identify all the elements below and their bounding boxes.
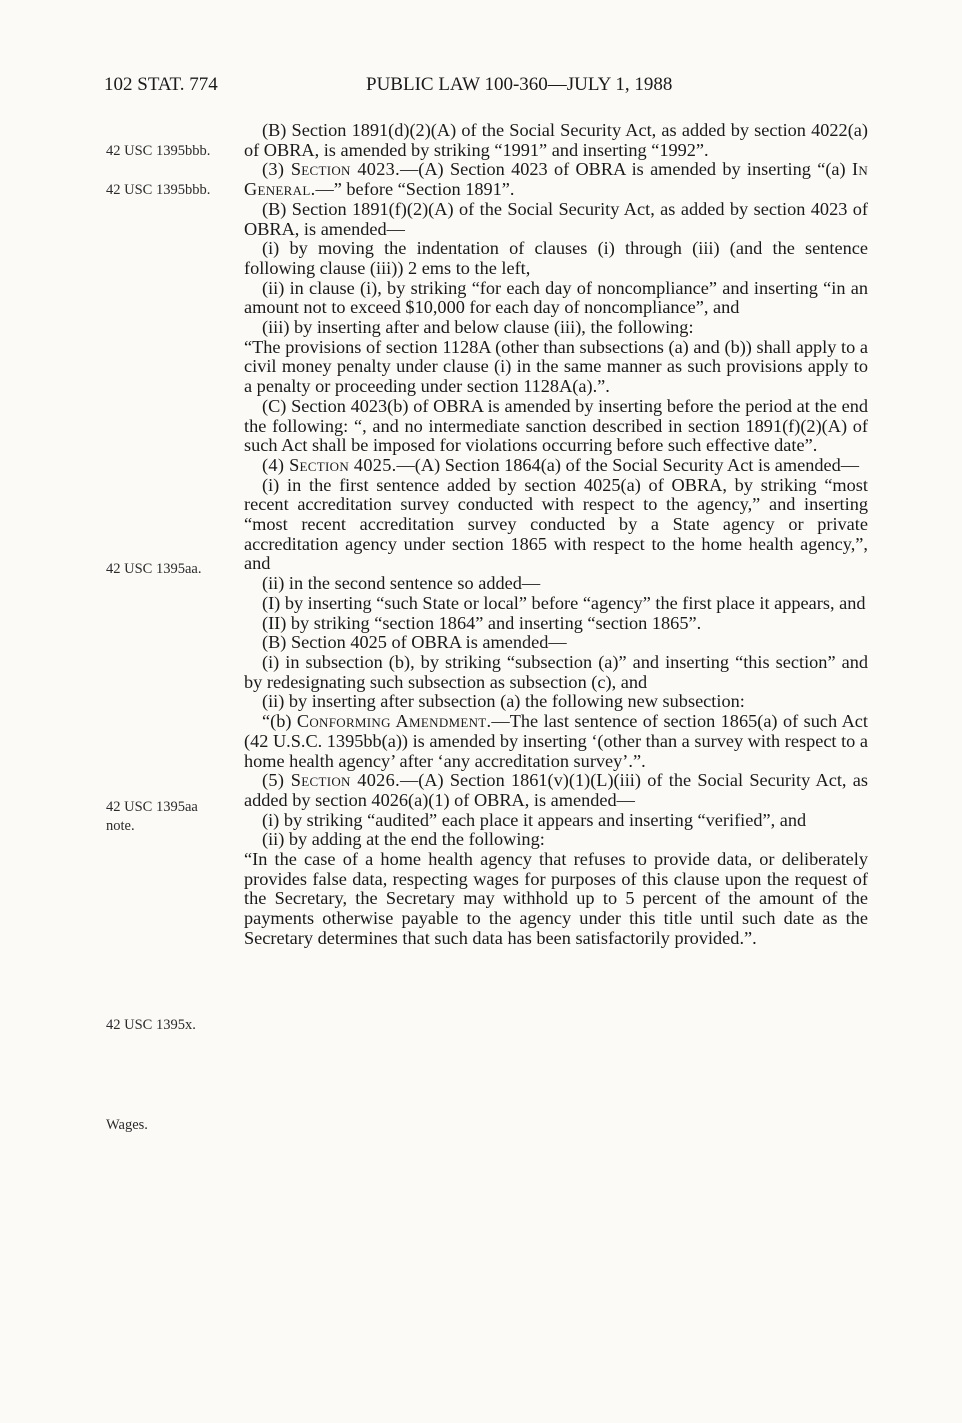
subsection-heading: In General. xyxy=(244,159,869,200)
stat-page-number: 102 STAT. 774 xyxy=(104,74,218,95)
clause: (ii) in the second sentence so added— xyxy=(262,573,541,594)
section-heading: (5) Section 4026. xyxy=(262,770,400,791)
clause: (ii) by adding at the end the following: xyxy=(262,829,545,850)
clause: (i) by striking “audited” each place it appears and inserting “verified”, and xyxy=(262,809,807,830)
paragraph: (3) Section 4023.—(A) Section 4023 of OBRA is amended by inserting “(a) In General.—” before “Section 1891”. xyxy=(244,159,869,200)
subsection-heading: Conforming Amendment. xyxy=(296,711,492,732)
page-header xyxy=(0,74,962,100)
clause: (iii) by inserting after and below clause (iii), the following: xyxy=(262,317,694,338)
clause: (i) in the first sentence added by section 4025(a) of OBRA, by striking “most recent accreditation survey conducted with respect to the agency,” and inserting “most recent accreditation survey conducted by a State agency or private accreditation agency under section 1865 with respect to the home health agency,”, and xyxy=(244,474,868,574)
paragraph: (4) Section 4025.—(A) Section 1864(a) of the Social Security Act is amended— xyxy=(262,454,860,475)
margin-note: 42 USC 1395bbb. xyxy=(106,182,211,198)
clause: (ii) in clause (i), by striking “for each day of noncompliance” and inserting “in an amount not to exceed $10,000 for each day of noncompliance”, and xyxy=(244,277,868,318)
margin-note: 42 USC 1395bbb. xyxy=(106,143,211,159)
quoted-text: “In the case of a home health agency that refuses to provide data, or deliberately provides false data, respecting wages for purposes of this clause upon the request of the Secretary, the Secretary may withhold up to 5 percent of the amount of the payments otherwise payable to the agency under this title until such date as the Secretary determines that such data has been satisfactorily provided.”. xyxy=(244,849,868,948)
statute-text xyxy=(244,121,868,949)
quoted-text: “The provisions of section 1128A (other than subsections (a) and (b)) shall apply to a civil money penalty under clause (i) in the same manner as such provisions apply to a penalty or proceeding under section 1128A(a).”. xyxy=(244,336,868,397)
section-heading: (4) Section 4025. xyxy=(262,454,397,475)
paragraph: (B) Section 1891(f)(2)(A) of the Social Security Act, as added by section 4023 of OBRA, is amended— xyxy=(244,198,868,239)
section-heading: (3) Section 4023. xyxy=(262,159,400,180)
margin-note: 42 USC 1395x. xyxy=(106,1017,196,1033)
clause: (i) in subsection (b), by striking “subsection (a)” and inserting “this section” and by redesignating such subsection as subsection (c), and xyxy=(244,651,868,692)
paragraph: (C) Section 4023(b) of OBRA is amended by inserting before the period at the end the following: “, and no intermediate sanction described in section 1891(f)(2)(A) of such Act shall be imposed for violations occurring before such effective date”. xyxy=(244,395,868,456)
subclause: (I) by inserting “such State or local” before “agency” the first place it appears, and xyxy=(262,592,866,613)
subclause: (II) by striking “section 1864” and inserting “section 1865”. xyxy=(262,612,702,633)
margin-note: 42 USC 1395aa. xyxy=(106,561,202,577)
public-law-title: PUBLIC LAW 100-360—JULY 1, 1988 xyxy=(366,74,673,95)
paragraph: (B) Section 1891(d)(2)(A) of the Social Security Act, as added by section 4022(a) of OBRA, is amended by striking “1991” and inserting “1992”. xyxy=(244,120,868,160)
margin-note: Wages. xyxy=(106,1117,148,1133)
paragraph: (5) Section 4026.—(A) Section 1861(v)(1)(L)(iii) of the Social Security Act, as added by section 4026(a)(1) of OBRA, is amended— xyxy=(244,770,868,810)
margin-note: 42 USC 1395aa note. xyxy=(106,799,198,834)
quoted-text: “(b) Conforming Amendment.—The last sentence of section 1865(a) of such Act (42 U.S.C. 1395bb(a)) is amended by inserting ‘(other than a survey with respect to a home health agency’ after ‘any accreditation survey’.”. xyxy=(244,711,868,771)
clause: (i) by moving the indentation of clauses (i) through (iii) (and the sentence following clause (iii)) 2 ems to the left, xyxy=(244,238,868,278)
paragraph: (B) Section 4025 of OBRA is amended— xyxy=(262,632,567,653)
clause: (ii) by inserting after subsection (a) the following new subsection: xyxy=(262,691,745,712)
